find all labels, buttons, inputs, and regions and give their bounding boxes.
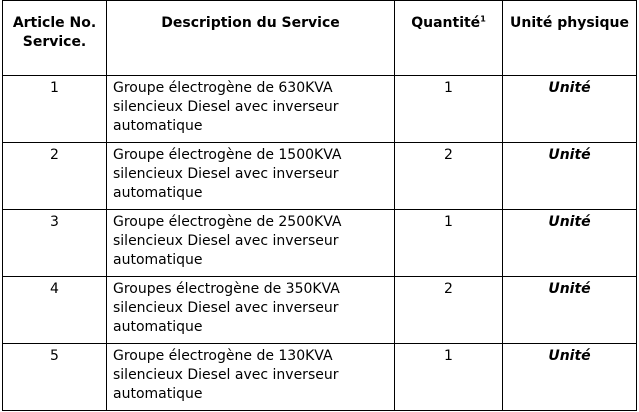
table-row	[3, 76, 637, 143]
cell-unit: Unité	[503, 210, 637, 277]
services-table	[2, 0, 637, 411]
cell-quantity: 1	[395, 210, 503, 277]
cell-description: Groupe électrogène de 2500KVA silencieux Diesel avec inverseur automatique	[107, 210, 395, 277]
cell-quantity: 1	[395, 344, 503, 411]
cell-article: 4	[3, 277, 107, 344]
header-article-line1: Article No.	[12, 15, 97, 31]
cell-unit: Unité	[503, 143, 637, 210]
cell-description: Groupe électrogène de 630KVA silencieux Diesel avec inverseur automatique	[107, 76, 395, 143]
cell-quantity: 2	[395, 277, 503, 344]
header-unit: Unité physique	[503, 1, 637, 76]
cell-article: 5	[3, 344, 107, 411]
services-table-wrapper	[2, 0, 637, 411]
cell-description: Groupe électrogène de 1500KVA silencieux Diesel avec inverseur automatique	[107, 143, 395, 210]
cell-unit: Unité	[503, 76, 637, 143]
cell-unit: Unité	[503, 344, 637, 411]
cell-description: Groupes électrogène de 350KVA silencieux Diesel avec inverseur automatique	[107, 277, 395, 344]
table-row	[3, 143, 637, 210]
table-header-row	[3, 1, 637, 76]
cell-quantity: 2	[395, 143, 503, 210]
header-quantity	[395, 1, 503, 76]
cell-article: 3	[3, 210, 107, 277]
cell-quantity: 1	[395, 76, 503, 143]
table-row	[3, 344, 637, 411]
footnote-marker: 1	[480, 14, 486, 24]
header-description: Description du Service	[107, 1, 395, 76]
table-row	[3, 277, 637, 344]
header-article	[3, 1, 107, 76]
cell-article: 1	[3, 76, 107, 143]
cell-unit: Unité	[503, 277, 637, 344]
header-article-line2: Service.	[22, 34, 87, 50]
cell-article: 2	[3, 143, 107, 210]
table-row	[3, 210, 637, 277]
header-quantity-label: Quantité	[411, 15, 481, 31]
cell-description: Groupe électrogène de 130KVA silencieux Diesel avec inverseur automatique	[107, 344, 395, 411]
